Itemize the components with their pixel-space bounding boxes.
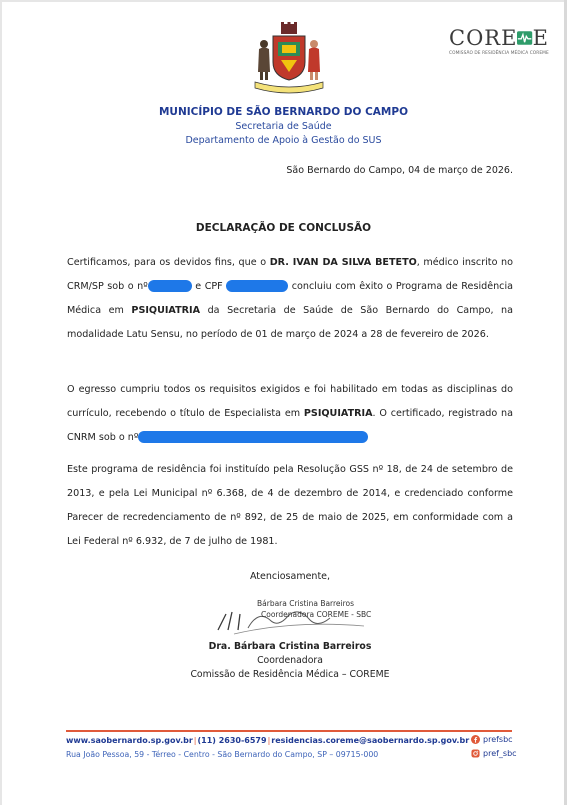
- document-title: DECLARAÇÃO DE CONCLUSÃO: [195, 222, 372, 234]
- signer-organization: Comissão de Residência Médica – COREME: [190, 669, 390, 680]
- footer-contacts: [66, 736, 469, 745]
- closing-salutation: Atenciosamente,: [249, 571, 331, 582]
- p2-text-b: . O certificado, registrado na CNRM sob o nº: [67, 408, 513, 443]
- paragraph-title-awarded: [67, 378, 513, 450]
- paragraph-legal-basis: Este programa de residência foi instituído pela Resolução GSS nº 18, de 24 de setembro de 2013, e pela Lei Municipal nº 6.368, de 4 de dezembro de 2014, e credenciado conforme Parecer de recredenciamento de nº 892, de 25 de maio de 2025, em conformidade com a Lei Federal nº 6.932, de 7 de julho de 1981.: [67, 464, 513, 547]
- instagram-handle-text: pref_sbc: [483, 749, 517, 758]
- coreme-subtitle: COMISSÃO DE RESIDÊNCIA MÉDICA COREME: [449, 51, 549, 56]
- specialty-name: PSIQUIATRIA: [131, 305, 201, 316]
- footer-phone: (11) 2630-6579: [197, 736, 267, 745]
- stamp-role: Coordenadora COREME - SBC: [261, 610, 372, 619]
- footer-divider: [66, 730, 512, 732]
- redacted-cpf-number: [226, 280, 288, 292]
- heartbeat-icon: [517, 28, 532, 48]
- p1-text-b: , médico inscrito no CRM/SP sob o nº: [67, 257, 513, 292]
- signer-role: Coordenadora: [257, 655, 323, 666]
- facebook-handle-text: prefsbc: [483, 735, 513, 744]
- doctor-name: DR. IVAN DA SILVA BETETO: [269, 257, 417, 268]
- signature-stamp: [257, 598, 371, 620]
- footer-email-link[interactable]: residencias.coreme@saobernardo.sp.gov.br: [271, 736, 470, 745]
- facebook-handle[interactable]: [471, 735, 513, 744]
- p1-text-d: concluiu com êxito o Programa de Residência Médica em: [67, 281, 513, 316]
- instagram-handle[interactable]: [471, 749, 517, 758]
- separator: |: [193, 736, 197, 745]
- signer-name: Dra. Bárbara Cristina Barreiros: [208, 641, 372, 652]
- specialty-name-2: PSIQUIATRIA: [303, 408, 373, 419]
- redacted-crm-number: [148, 280, 192, 292]
- redacted-cnrm-number: [138, 431, 368, 443]
- p2-text-a: O egresso cumpriu todos os requisitos exigidos e foi habilitado em todas as disciplinas do currículo, recebendo o título de Especialista em: [67, 384, 513, 419]
- p1-text-e: da Secretaria de Saúde de São Bernardo do Campo, na modalidade Latu Sensu, no período de 01 de março de 2024 a 28 de fevereiro de 2026.: [67, 305, 514, 340]
- department-name: Departamento de Apoio à Gestão do SUS: [185, 135, 382, 146]
- secretariat-name: Secretaria de Saúde: [235, 121, 332, 132]
- p1-text-c: e CPF: [191, 281, 227, 292]
- facebook-icon: [471, 735, 480, 744]
- footer-website-link[interactable]: www.saobernardo.sp.gov.br: [66, 736, 193, 745]
- coreme-word-left: CORE: [449, 26, 518, 50]
- municipal-crest-logo: [251, 22, 327, 94]
- footer-address: Rua João Pessoa, 59 - Térreo - Centro - São Bernardo do Campo, SP – 09715-000: [66, 750, 379, 759]
- stamp-name: Bárbara Cristina Barreiros: [257, 599, 355, 608]
- page-top-edge: [0, 0, 567, 2]
- p1-text-a: Certificamos, para os devidos fins, que o: [67, 257, 270, 268]
- coreme-logo: [449, 26, 549, 56]
- date-line: São Bernardo do Campo, 04 de março de 2026.: [286, 165, 513, 176]
- municipality-title: MUNICÍPIO DE SÃO BERNARDO DO CAMPO: [158, 106, 409, 118]
- paragraph-certification: [67, 251, 513, 347]
- instagram-icon: [471, 749, 480, 758]
- separator: |: [267, 736, 271, 745]
- coreme-wordmark: [449, 26, 549, 50]
- coreme-word-right: E: [532, 26, 549, 50]
